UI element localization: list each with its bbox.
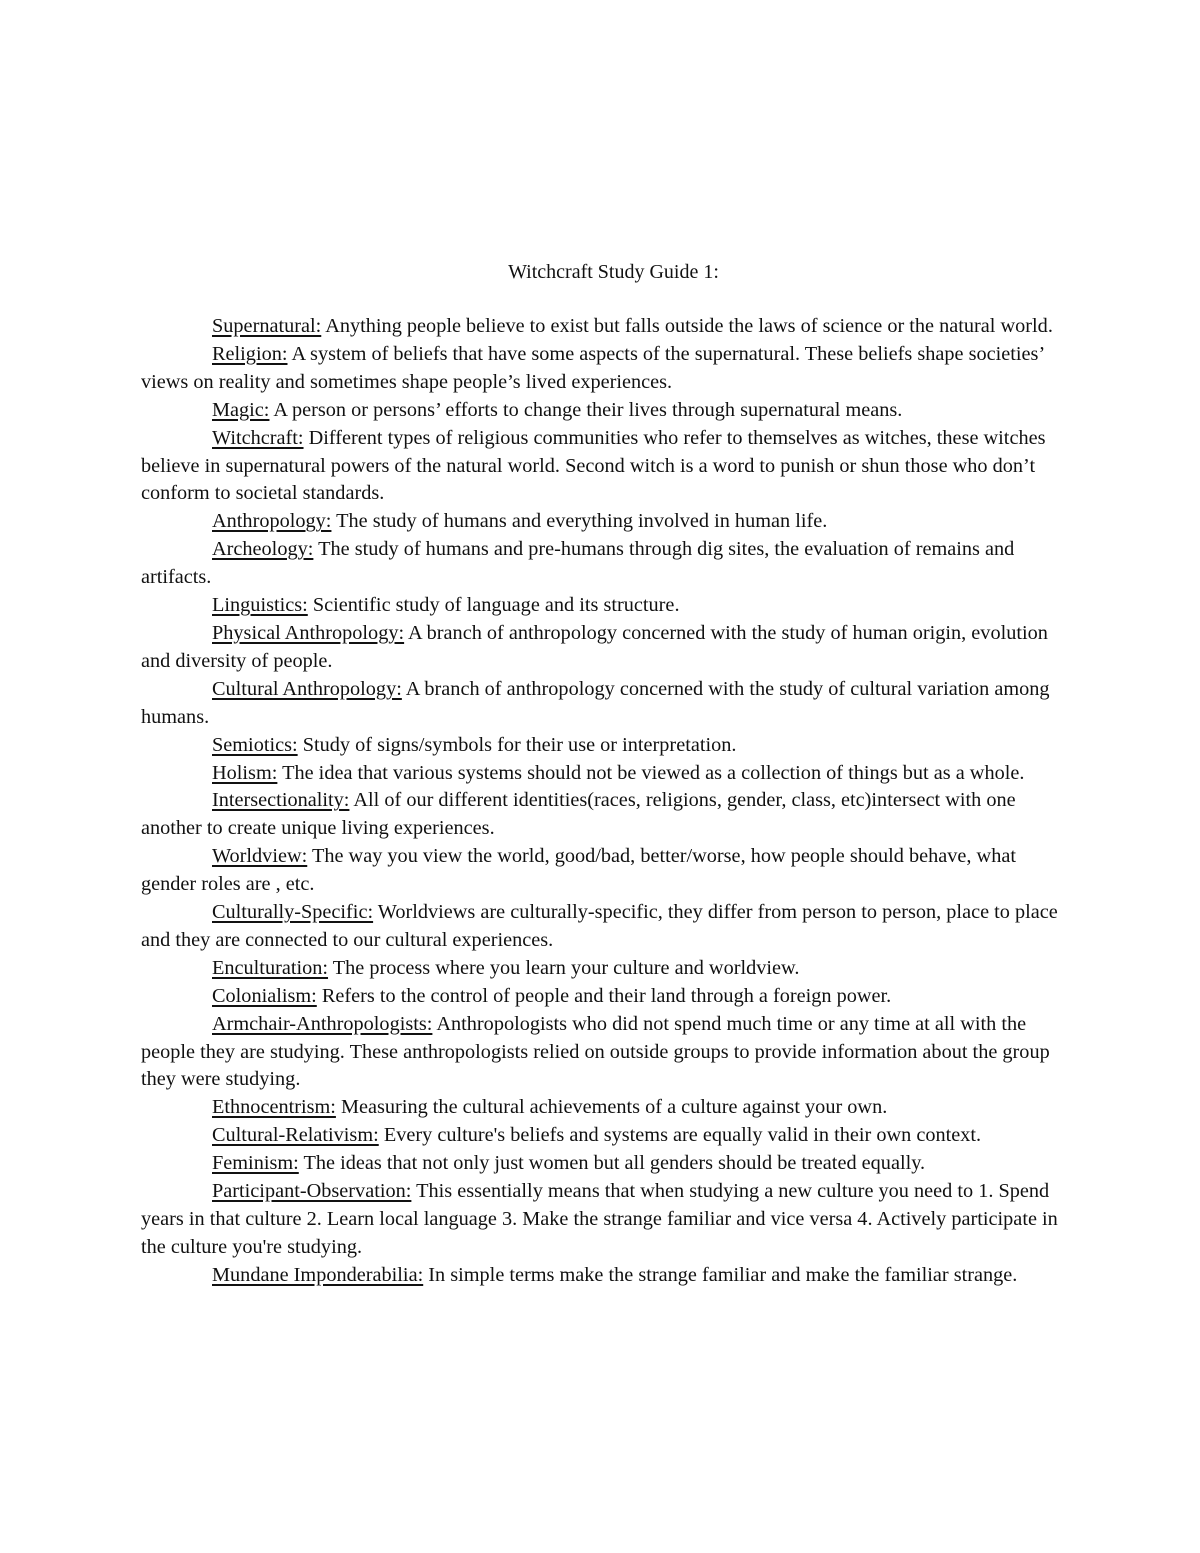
term: Supernatural: xyxy=(212,315,322,337)
term: Colonialism: xyxy=(212,984,317,1007)
definition: Anything people believe to exist but falls outside the laws of science or the natural world. xyxy=(321,315,1053,337)
glossary-entry-physical-anthropology xyxy=(141,620,1066,676)
glossary-entry-anthropology xyxy=(141,508,1066,536)
glossary-entry-culturally-specific xyxy=(141,899,1066,955)
glossary-entry-magic xyxy=(141,397,1066,425)
glossary-entry-colonialism xyxy=(141,983,1066,1011)
term: Culturally-Specific: xyxy=(212,901,374,924)
glossary-entry-linguistics xyxy=(141,592,1066,620)
glossary-entry-ethnocentrism xyxy=(141,1094,1066,1122)
glossary-list xyxy=(141,313,1066,1290)
glossary-entry-holism xyxy=(141,760,1066,788)
term: Magic: xyxy=(212,398,270,421)
term: Intersectionality: xyxy=(212,789,350,812)
definition: Different types of religious communities who refer to themselves as witches, these witches believe in supernatural powers of the natural world. Second witch is a word to punish or shun those who don’t conform to societal standards. xyxy=(141,426,1046,505)
definition: In simple terms make the strange familiar and make the familiar strange. xyxy=(423,1263,1018,1286)
glossary-entry-intersectionality xyxy=(141,787,1066,843)
definition: The study of humans and everything involved in human life. xyxy=(331,510,828,533)
term: Religion: xyxy=(212,342,288,365)
definition: A person or persons’ efforts to change their lives through supernatural means. xyxy=(269,398,903,421)
definition: The idea that various systems should not be viewed as a collection of things but as a whole. xyxy=(277,761,1025,784)
definition: The ideas that not only just women but all genders should be treated equally. xyxy=(298,1152,926,1175)
definition: The study of humans and pre-humans through dig sites, the evaluation of remains and artifacts. xyxy=(141,538,1015,589)
term: Linguistics: xyxy=(212,594,308,617)
term: Mundane Imponderabilia: xyxy=(212,1263,424,1286)
term: Armchair-Anthropologists: xyxy=(212,1012,433,1035)
glossary-entry-archeology xyxy=(141,536,1066,592)
definition: Worldviews are culturally-specific, they differ from person to person, place to place and they are connected to our cultural experiences. xyxy=(141,901,1058,951)
glossary-entry-cultural-relativism xyxy=(141,1122,1066,1150)
term: Worldview: xyxy=(212,845,308,868)
definition: The way you view the world, good/bad, better/worse, how people should behave, what gender roles are , etc. xyxy=(141,845,1016,896)
definition: All of our different identities(races, religions, gender, class, etc)intersect with one another to create unique living experiences. xyxy=(141,789,1016,840)
glossary-entry-cultural-anthropology xyxy=(141,676,1066,732)
term: Anthropology: xyxy=(212,510,332,533)
term: Cultural Anthropology: xyxy=(212,677,402,700)
definition: The process where you learn your culture and worldview. xyxy=(328,956,800,979)
glossary-entry-semiotics xyxy=(141,732,1066,760)
glossary-entry-witchcraft xyxy=(141,425,1066,509)
definition: Scientific study of language and its structure. xyxy=(307,594,680,617)
term: Physical Anthropology: xyxy=(212,621,405,644)
term: Holism: xyxy=(212,761,278,784)
definition: Measuring the cultural achievements of a culture against your own. xyxy=(335,1096,888,1119)
definition: A branch of anthropology concerned with the study of cultural variation among humans. xyxy=(141,677,1050,728)
glossary-entry-feminism xyxy=(141,1150,1066,1178)
glossary-entry-armchair-anthropologists xyxy=(141,1011,1066,1095)
glossary-entry-mundane-imponderabilia xyxy=(141,1262,1066,1290)
glossary-entry-supernatural xyxy=(141,313,1066,341)
document-title: Witchcraft Study Guide 1: xyxy=(508,261,719,283)
definition: Every culture's beliefs and systems are equally valid in their own context. xyxy=(378,1124,982,1147)
term: Semiotics: xyxy=(212,733,298,756)
term: Participant-Observation: xyxy=(212,1180,412,1203)
term: Witchcraft: xyxy=(212,426,304,449)
glossary-entry-religion xyxy=(141,341,1066,397)
term: Feminism: xyxy=(212,1152,299,1175)
definition: A system of beliefs that have some aspects of the supernatural. These beliefs shape societies’ views on reality and sometimes shape people’s lived experiences. xyxy=(141,342,1044,393)
definition: A branch of anthropology concerned with the study of human origin, evolution and diversity of people. xyxy=(141,621,1048,672)
definition: Anthropologists who did not spend much time or any time at all with the people they are studying. These anthropologists relied on outside groups to provide information about the group they were studying. xyxy=(141,1012,1050,1091)
glossary-entry-worldview xyxy=(141,843,1066,899)
term: Cultural-Relativism: xyxy=(212,1124,379,1147)
definition: Refers to the control of people and their land through a foreign power. xyxy=(316,984,892,1007)
glossary-entry-enculturation xyxy=(141,955,1066,983)
definition: Study of signs/symbols for their use or interpretation. xyxy=(297,733,737,756)
definition: This essentially means that when studying a new culture you need to 1. Spend years in that culture 2. Learn local language 3. Make the strange familiar and vice versa 4. Actively participate in the culture you're studying. xyxy=(141,1180,1058,1258)
term: Ethnocentrism: xyxy=(212,1096,336,1119)
glossary-entry-participant-observation xyxy=(141,1178,1066,1262)
term: Enculturation: xyxy=(212,956,329,979)
term: Archeology: xyxy=(212,538,314,561)
